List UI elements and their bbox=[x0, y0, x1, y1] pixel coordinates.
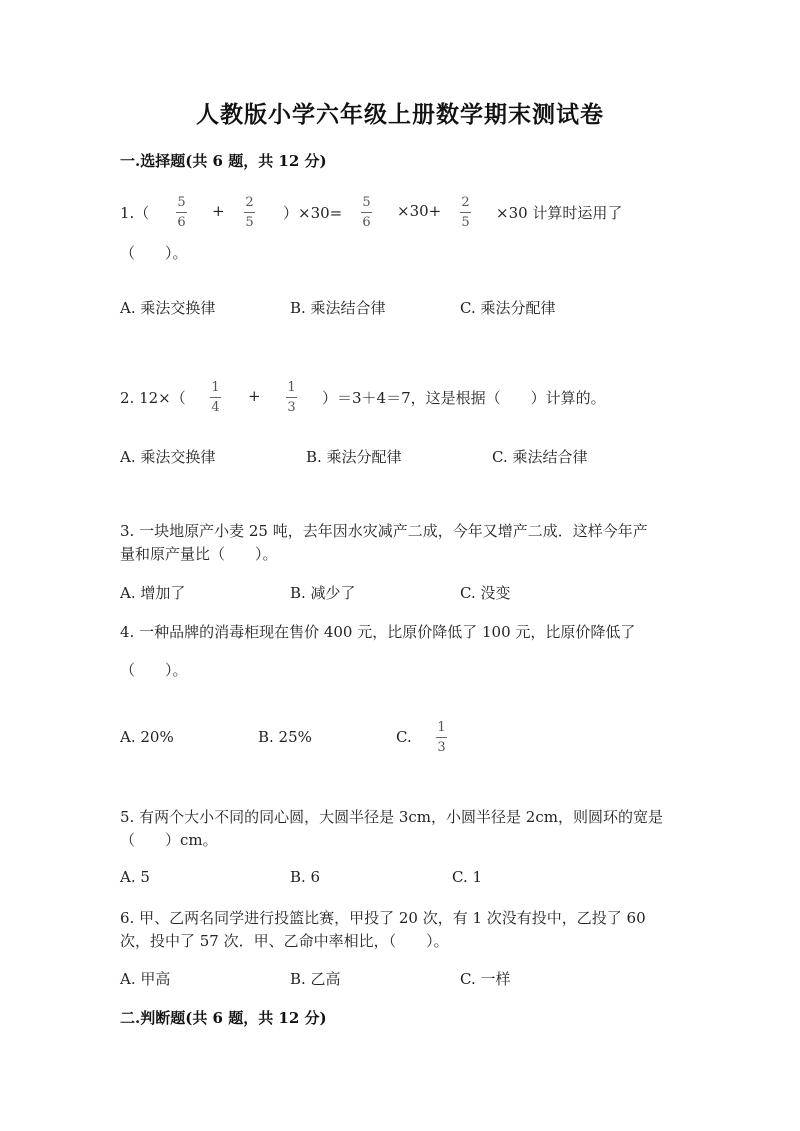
plus-sign: + bbox=[248, 387, 261, 405]
q3-line1: 3. 一块地原产小麦 25 吨，去年因水灾减产二成，今年又增产二成．这样今年产 bbox=[120, 522, 648, 540]
q3-line2: 量和原产量比（ ）。 bbox=[120, 545, 278, 563]
fraction-bar bbox=[286, 397, 297, 398]
q5-option-c: C. 1 bbox=[452, 868, 483, 886]
q6-line2: 次，投中了 57 次．甲、乙命中率相比，（ ）。 bbox=[120, 932, 449, 950]
q4-line1: 4. 一种品牌的消毒柜现在售价 400 元，比原价降低了 100 元，比原价降低了 bbox=[120, 623, 636, 641]
denominator: 6 bbox=[362, 215, 371, 230]
fraction-bar bbox=[460, 212, 471, 213]
q1-fraction-3 bbox=[361, 196, 372, 229]
numerator: 1 bbox=[287, 380, 296, 395]
q4-option-b: B. 25% bbox=[258, 728, 312, 746]
q2-prefix: 2. 12×（ bbox=[120, 389, 186, 407]
fraction-bar bbox=[361, 212, 372, 213]
q1-option-c: C. 乘法分配律 bbox=[460, 299, 556, 317]
q4-option-c: C. bbox=[396, 728, 412, 746]
q1-option-b: B. 乘法结合律 bbox=[290, 299, 386, 317]
denominator: 3 bbox=[287, 400, 296, 415]
q6-option-a: A. 甲高 bbox=[120, 970, 171, 988]
q1-fraction-2 bbox=[244, 196, 255, 229]
fraction-bar bbox=[176, 212, 187, 213]
numerator: 1 bbox=[437, 720, 446, 735]
q1-mid: ）×30= bbox=[283, 204, 343, 222]
denominator: 5 bbox=[245, 215, 254, 230]
numerator: 2 bbox=[245, 195, 254, 210]
numerator: 2 bbox=[461, 195, 470, 210]
numerator: 5 bbox=[362, 195, 371, 210]
q4-option-a: A. 20% bbox=[120, 728, 174, 746]
q5-line1: 5. 有两个大小不同的同心圆，大圆半径是 3cm，小圆半径是 2cm，则圆环的宽是 bbox=[120, 808, 663, 826]
section-heading-judgement: 二.判断题(共 6 题，共 12 分) bbox=[120, 1009, 327, 1027]
q5-option-b: B. 6 bbox=[290, 868, 321, 886]
q3-option-b: B. 减少了 bbox=[290, 584, 356, 602]
q2-fraction-1 bbox=[210, 381, 221, 414]
q4-line2: （ ）。 bbox=[120, 661, 188, 679]
denominator: 3 bbox=[437, 740, 446, 755]
q1-fraction-4 bbox=[460, 196, 471, 229]
q6-line1: 6. 甲、乙两名同学进行投篮比赛，甲投了 20 次，有 1 次没有投中，乙投了 60 bbox=[120, 909, 646, 927]
plus-sign: + bbox=[212, 202, 225, 220]
q3-option-a: A. 增加了 bbox=[120, 584, 186, 602]
q1-prefix: 1.（ bbox=[120, 204, 150, 222]
q1-mid2: ×30+ bbox=[397, 202, 442, 220]
q1-fraction-1 bbox=[176, 196, 187, 229]
q5-option-a: A. 5 bbox=[120, 868, 150, 886]
q1-suffix: ×30 计算时运用了 bbox=[496, 204, 623, 222]
q2-option-c: C. 乘法结合律 bbox=[492, 448, 588, 466]
denominator: 6 bbox=[177, 215, 186, 230]
q2-option-b: B. 乘法分配律 bbox=[306, 448, 402, 466]
q1-option-a: A. 乘法交换律 bbox=[120, 299, 216, 317]
numerator: 1 bbox=[211, 380, 220, 395]
page-title: 人教版小学六年级上册数学期末测试卷 bbox=[196, 101, 604, 128]
denominator: 5 bbox=[461, 215, 470, 230]
q1-line2: （ ）。 bbox=[120, 244, 188, 262]
q5-line2: （ ）cm。 bbox=[120, 831, 218, 849]
q2-option-a: A. 乘法交换律 bbox=[120, 448, 216, 466]
q2-fraction-2 bbox=[286, 381, 297, 414]
section-heading-choice: 一.选择题(共 6 题，共 12 分) bbox=[120, 152, 327, 170]
fraction-bar bbox=[210, 397, 221, 398]
denominator: 4 bbox=[211, 400, 220, 415]
q6-option-b: B. 乙高 bbox=[290, 970, 341, 988]
numerator: 5 bbox=[177, 195, 186, 210]
q3-option-c: C. 没变 bbox=[460, 584, 511, 602]
q4-option-c-fraction bbox=[436, 721, 447, 754]
fraction-bar bbox=[244, 212, 255, 213]
q6-option-c: C. 一样 bbox=[460, 970, 511, 988]
fraction-bar bbox=[436, 737, 447, 738]
q2-suffix: ）＝3＋4＝7，这是根据（ ）计算的。 bbox=[322, 389, 606, 407]
